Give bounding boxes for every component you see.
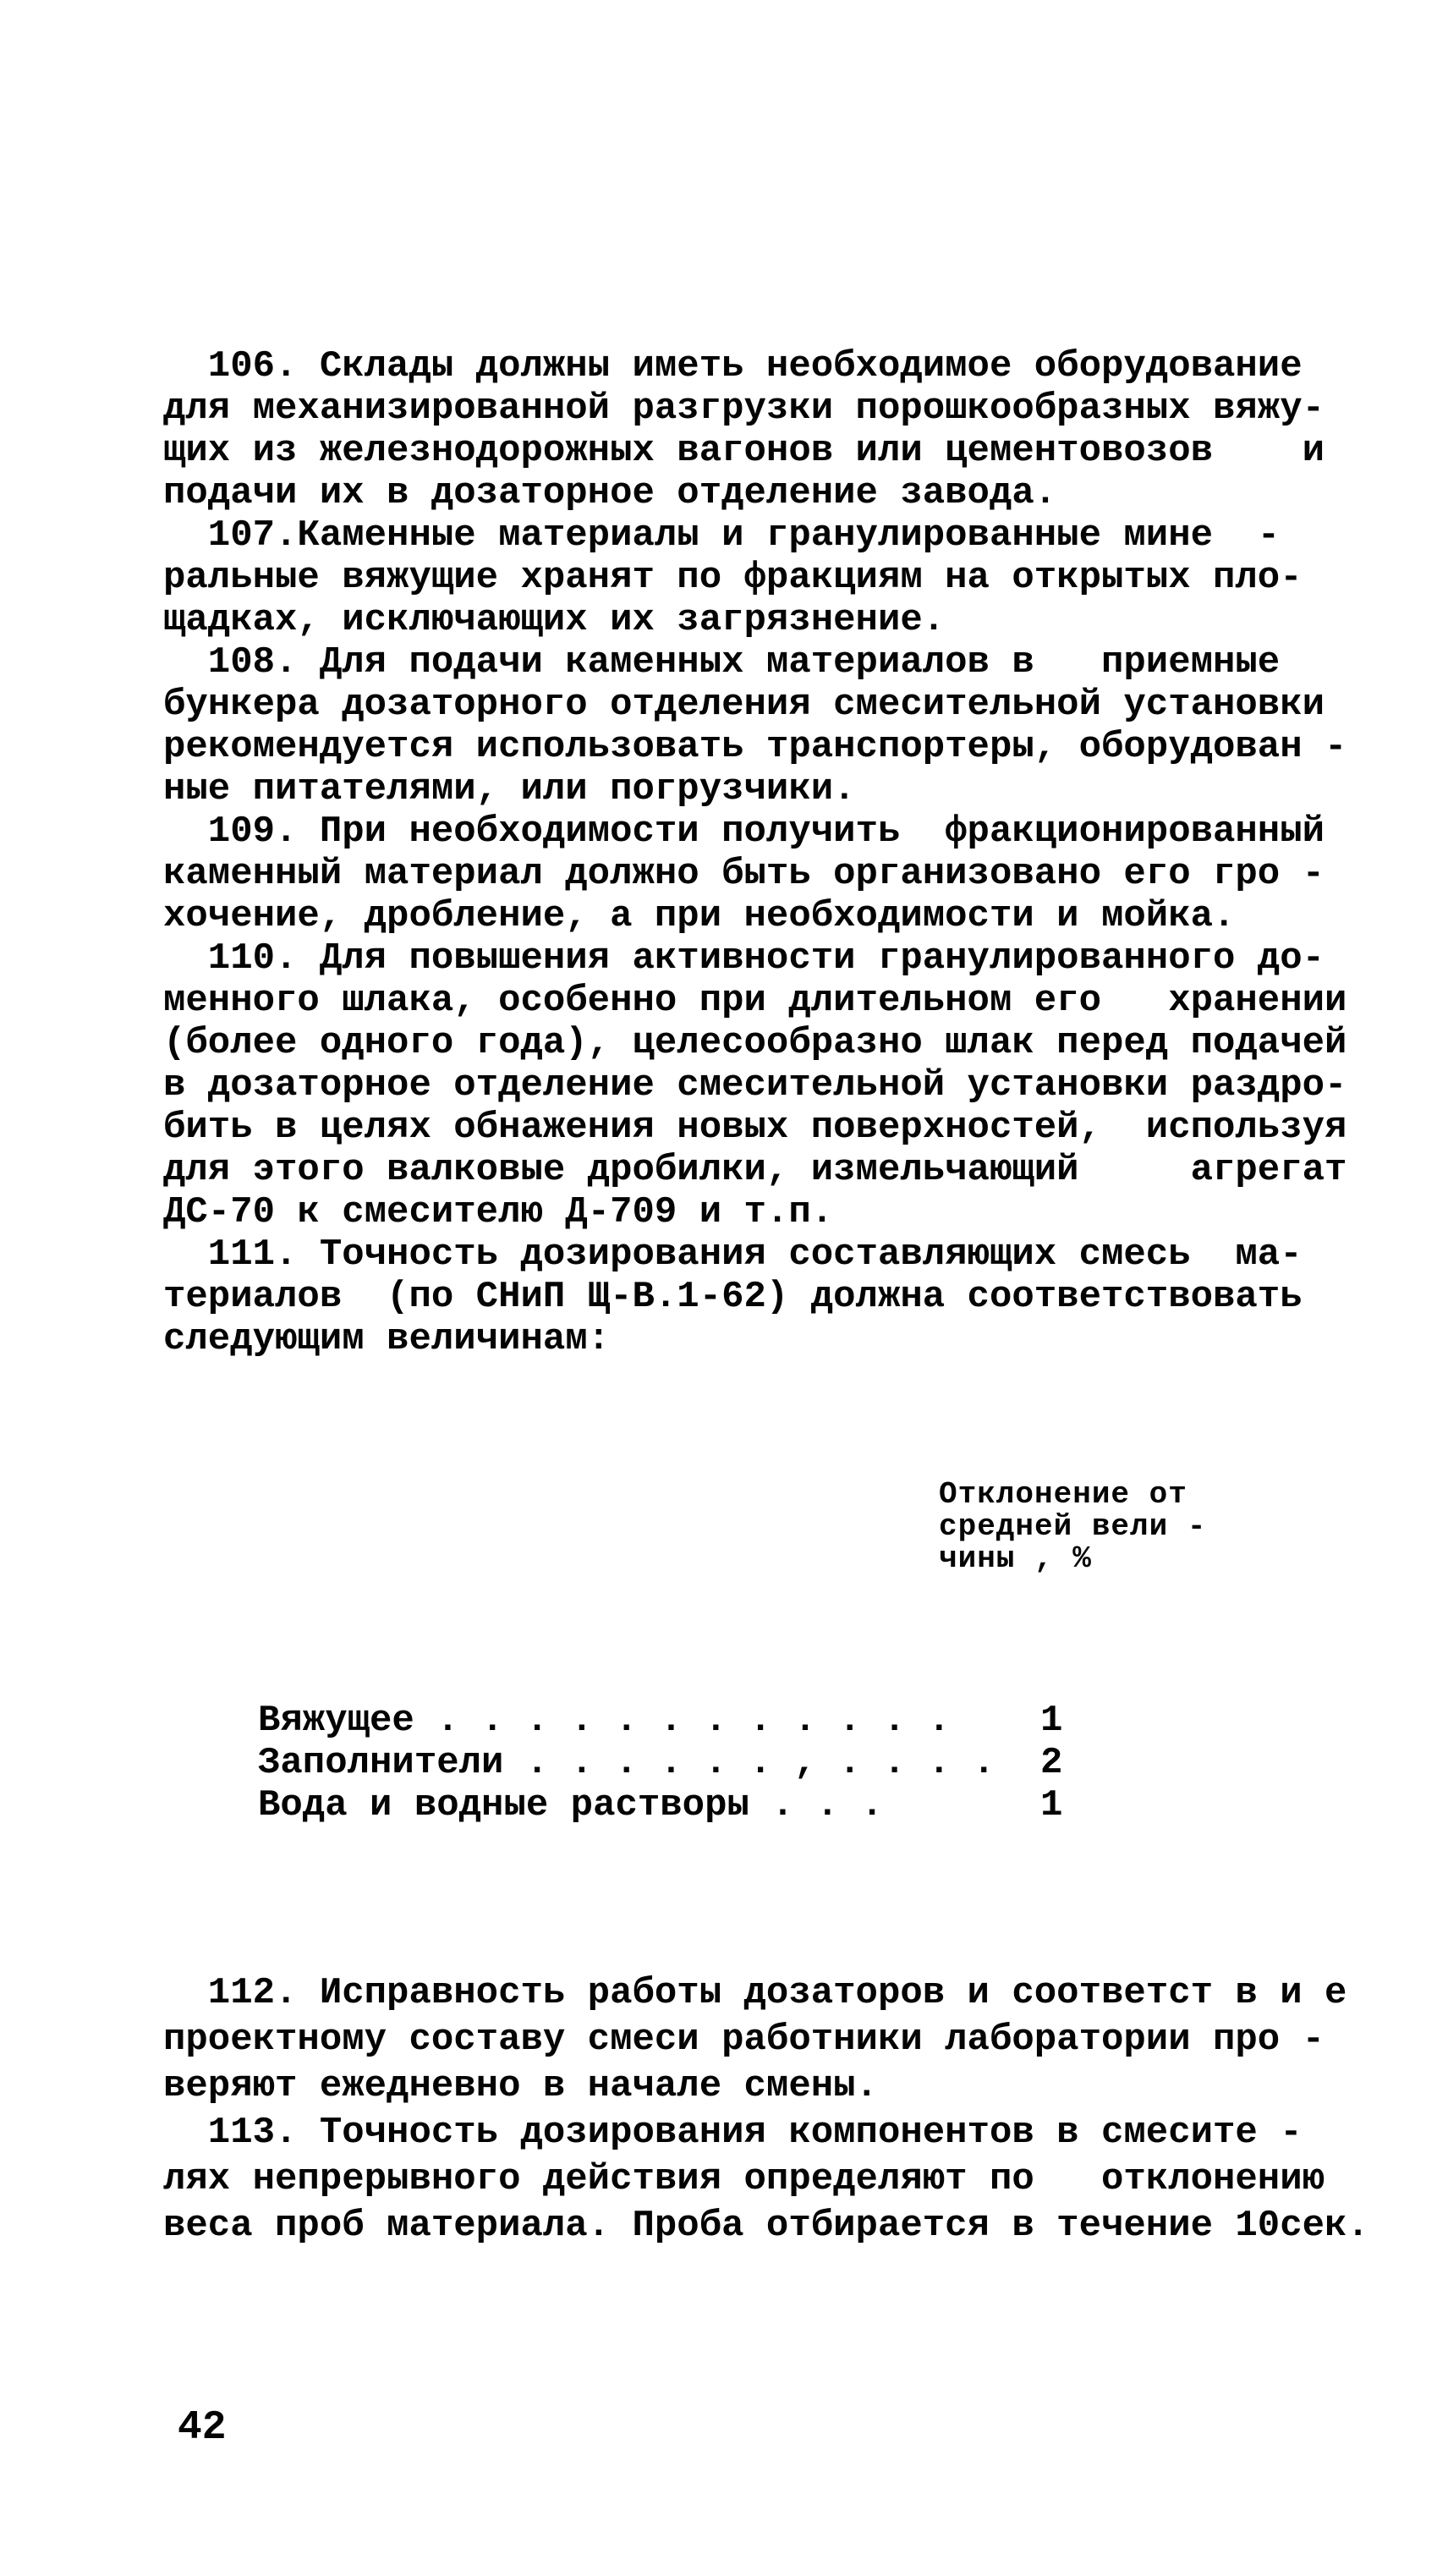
text-line: бить в целях обнажения новых поверхностей, используя bbox=[163, 1107, 1347, 1149]
text-line: (более одного года), целесообразно шлак перед подачей bbox=[163, 1022, 1347, 1064]
text-line: веса проб материала. Проба отбирается в течение 10сек. bbox=[163, 2205, 1369, 2247]
text-line: чины , % bbox=[939, 1541, 1092, 1576]
table-row bbox=[163, 1784, 1398, 1826]
text-line: для механизированной разгрузки порошкообразных вяжу- bbox=[163, 387, 1325, 430]
text-line: менного шлака, особенно при длительном его хранении bbox=[163, 980, 1347, 1022]
text-line: 106. Склады должны иметь необходимое оборудование bbox=[163, 345, 1303, 387]
table-row-value: 2 bbox=[1040, 1742, 1063, 1784]
text-line: подачи их в дозаторное отделение завода. bbox=[163, 472, 1057, 514]
table-row-value: 1 bbox=[1040, 1700, 1063, 1742]
text-line: лях непрерывного действия определяют по отклонению bbox=[163, 2158, 1325, 2200]
text-line: 107.Каменные материалы и гранулированные мине - bbox=[163, 514, 1281, 557]
paragraphs-112-113 bbox=[163, 1970, 1398, 2249]
text-line: щих из железнодорожных вагонов или цементовозов и bbox=[163, 430, 1325, 472]
table-row-value: 1 bbox=[1040, 1784, 1063, 1826]
text-line: щадках, исключающих их загрязнение. bbox=[163, 599, 946, 641]
text-line: ДС-70 к смесителю Д-709 и т.п. bbox=[163, 1191, 834, 1233]
table-row bbox=[163, 1700, 1398, 1742]
text-line: веряют ежедневно в начале смены. bbox=[163, 2065, 878, 2107]
page-number: 42 bbox=[178, 2405, 227, 2451]
text-line: 108. Для подачи каменных материалов в приемные bbox=[163, 641, 1281, 684]
text-line: ные питателями, или погрузчики. bbox=[163, 768, 856, 810]
text-line: средней вели - bbox=[939, 1509, 1207, 1544]
text-line: каменный материал должно быть организовано его гро - bbox=[163, 853, 1325, 895]
text-line: 111. Точность дозирования составляющих смесь ма- bbox=[163, 1233, 1303, 1276]
paragraphs-106-111 bbox=[163, 345, 1398, 1360]
dosing-accuracy-table bbox=[163, 1700, 1398, 1826]
text-line: хочение, дробление, а при необходимости и мойка. bbox=[163, 895, 1236, 937]
table-row-label: Вода и водные растворы . . . bbox=[258, 1784, 884, 1826]
text-line: следующим величинам: bbox=[163, 1318, 611, 1360]
document-text bbox=[163, 218, 1398, 2576]
text-line: проектному составу смеси работники лаборатории про - bbox=[163, 2019, 1325, 2061]
text-line: в дозаторное отделение смесительной установки раздро- bbox=[163, 1064, 1347, 1107]
text-line: для этого валковые дробилки, измельчающий агрегат bbox=[163, 1149, 1347, 1191]
table-row-label: Заполнители . . . . . . , . . . . bbox=[258, 1742, 996, 1784]
text-line: териалов (по СНиП Щ-В.1-62) должна соответствовать bbox=[163, 1276, 1303, 1318]
text-line: Отклонение от bbox=[939, 1477, 1187, 1512]
text-line: 112. Исправность работы дозаторов и соответст в и е bbox=[163, 1972, 1347, 2014]
text-line: рекомендуется использовать транспортеры, оборудован - bbox=[163, 726, 1347, 768]
text-line: бункера дозаторного отделения смесительной установки bbox=[163, 684, 1325, 726]
text-line: ральные вяжущие хранят по фракциям на открытых пло- bbox=[163, 557, 1303, 599]
text-line: 109. При необходимости получить фракционированный bbox=[163, 810, 1325, 853]
table-row bbox=[163, 1742, 1398, 1784]
text-line: 110. Для повышения активности гранулированного до- bbox=[163, 937, 1325, 980]
text-line: 113. Точность дозирования компонентов в смесите - bbox=[163, 2112, 1303, 2154]
table-header-deviation bbox=[939, 1479, 1398, 1575]
table-row-label: Вяжущее . . . . . . . . . . . . bbox=[258, 1700, 951, 1742]
